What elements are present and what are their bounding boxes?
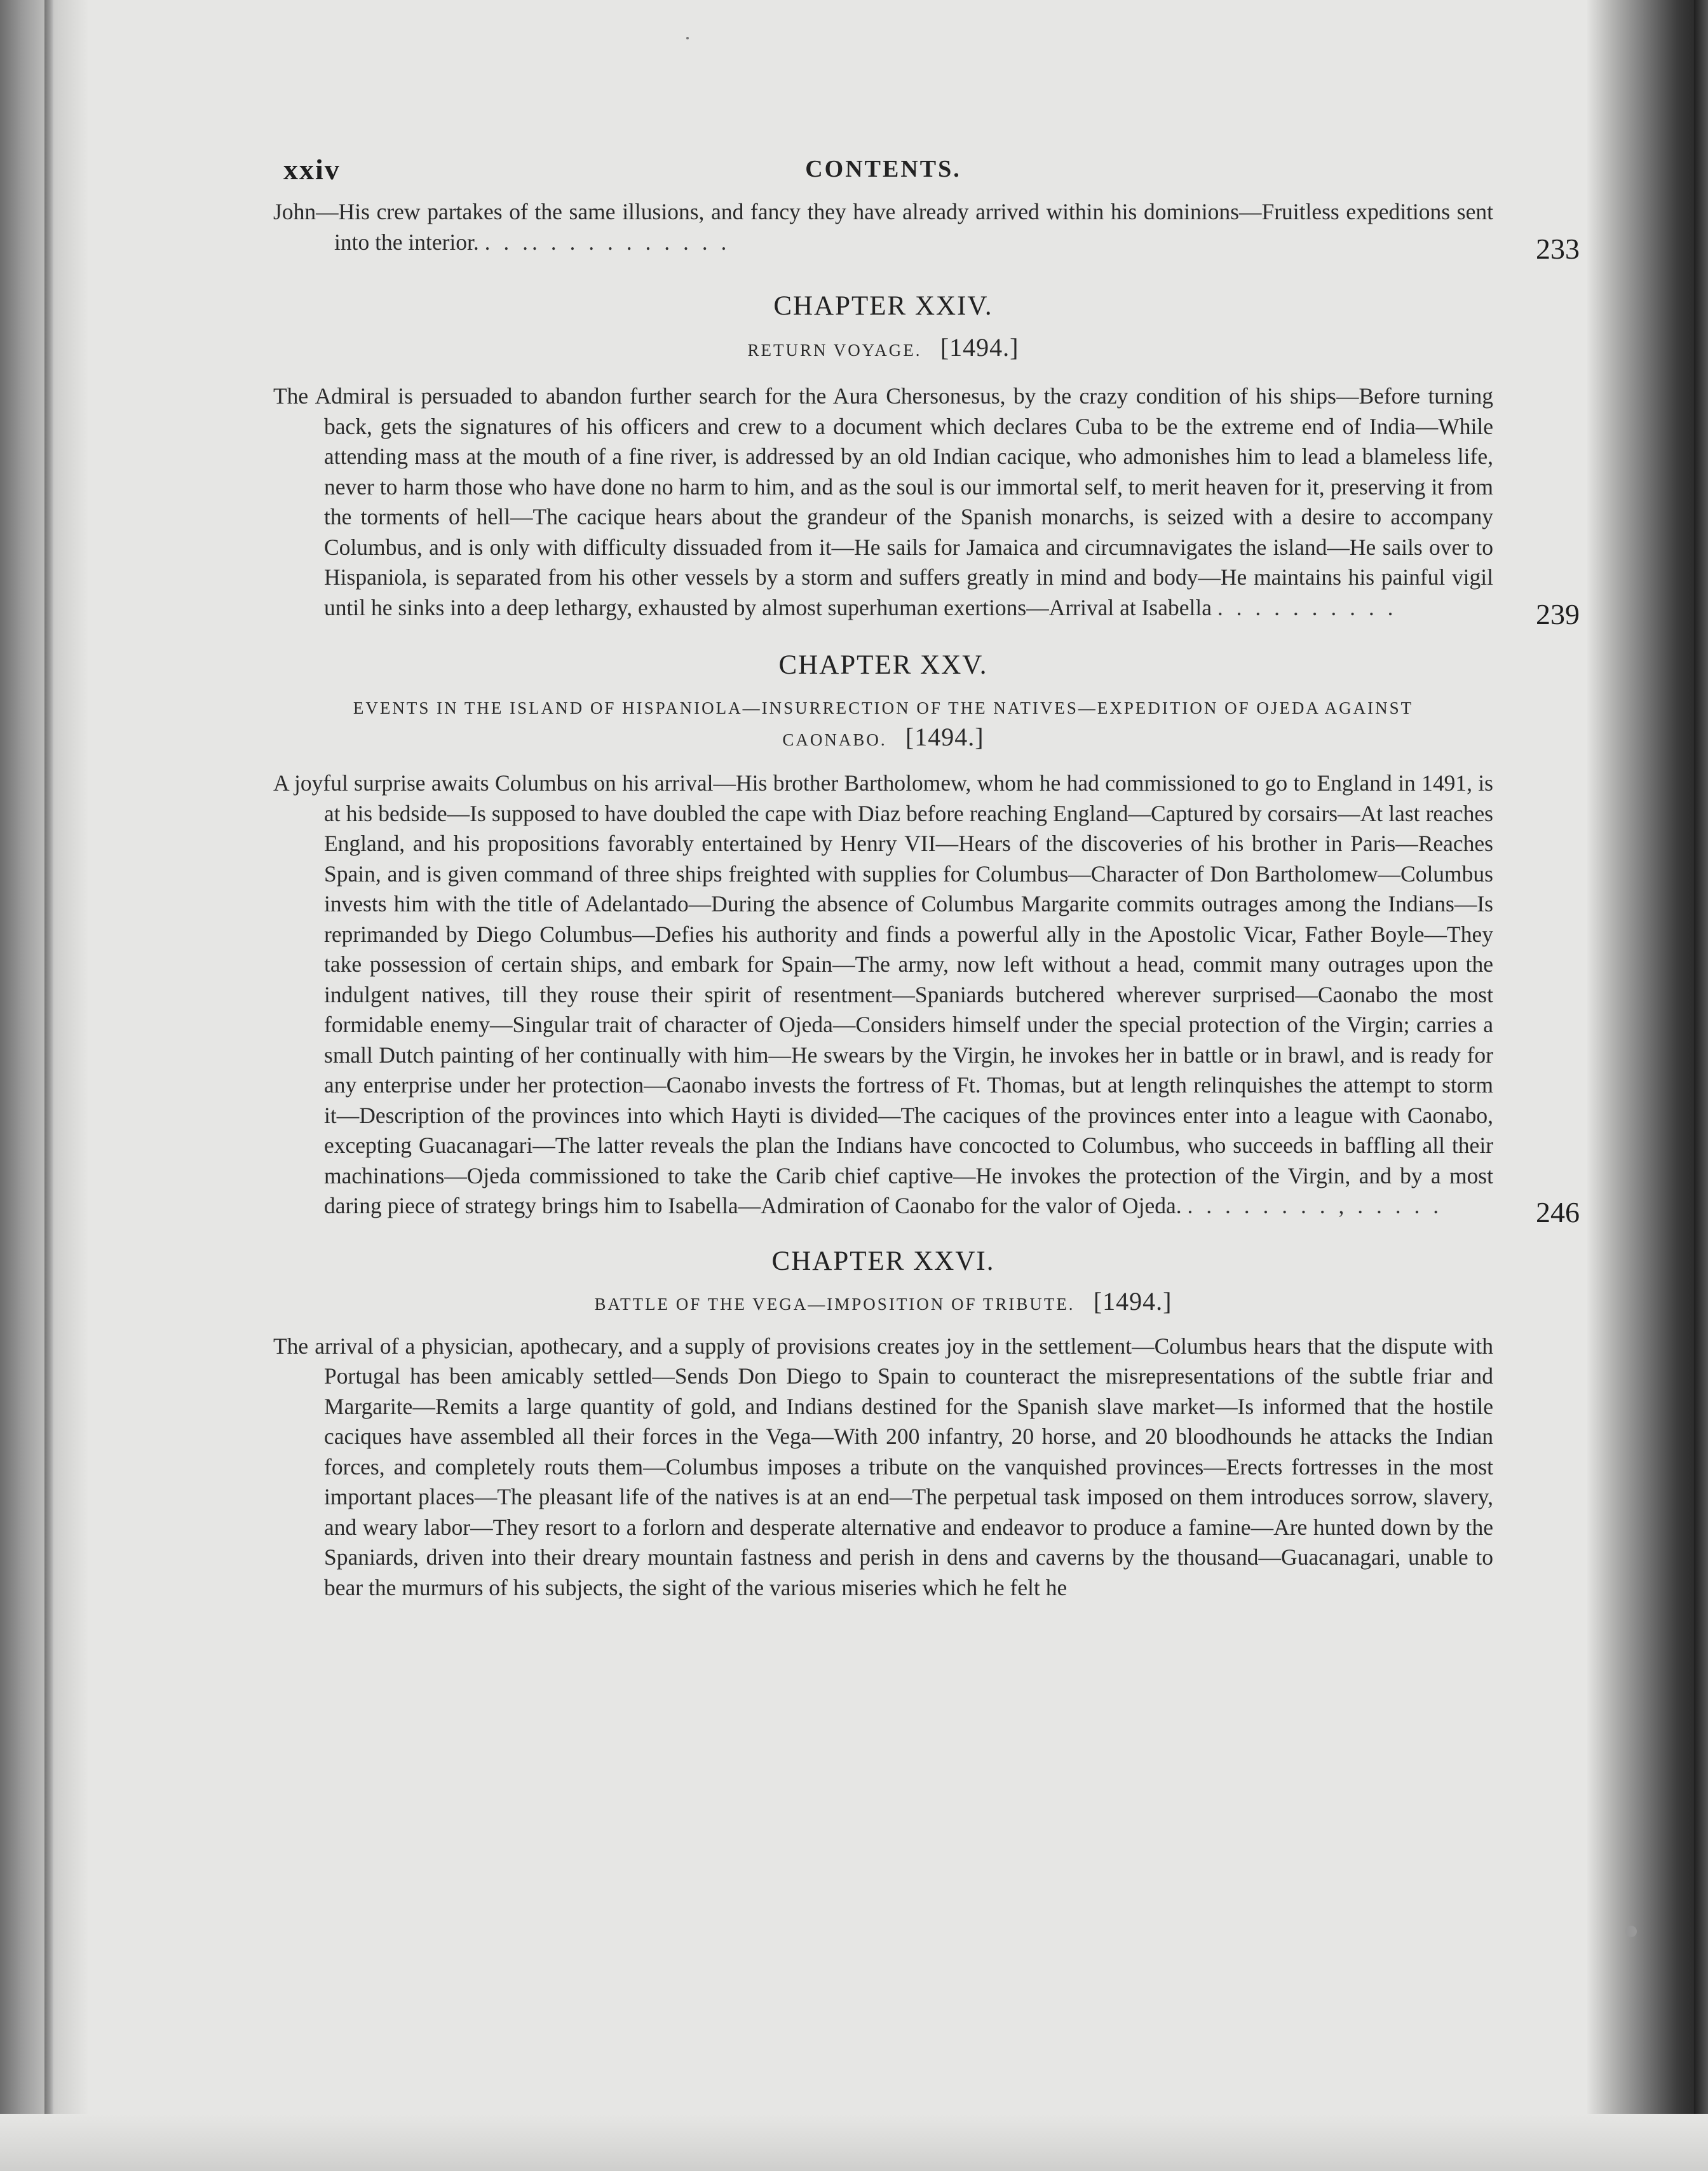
page-right-shadow	[1587, 0, 1708, 2171]
summary-text: A joyful surprise awaits Columbus on his arrival—His brother Bartholomew, whom he had commissioned to go to England in 1491, is at his bedside—Is supposed to have doubled the cape with Diaz before reaching England—Captured by corsairs—At last reaches England, and his propositions favorably entertained by Henry VII—Hears of the discoveries of his brother in Paris—Reaches Spain, and is given command of three ships freighted with supplies for Columbus—Character of Don Bartholomew—Columbus invests him with the title of Adelantado—During the absence of Columbus Margarite commits outrages among the Indians—Is reprimanded by Diego Columbus—Defies his authority and finds a powerful ally in the Apostolic Vicar, Father Boyle—They take possession of certain ships, and embark for Spain—The army, now left without a head, commit many outrages upon the indulgent natives, till they rouse their spirit of resentment—Spaniards butchered wherever surprised—Caonabo the most formidable enemy—Singular trait of character of Ojeda—Considers himself under the special protection of the Virgin; carries a small Dutch painting of her continually with him—He swears by the Virgin, he invokes her in battle or in brawl, and is ready for any enterprise under her protection—Caonabo invests the fortress of Ft. Thomas, but at length relinquishes the attempt to storm it—Description of the provinces into which Hayti is divided—The caciques of the provinces enter into a league with Caonabo, excepting Guacanagari—The latter reveals the plan the Indians have concocted to Columbus, who succeeds in baffling all their machinations—Ojeda commissioned to take the Carib chief captive—He invokes the protection of the Virgin, and by a most daring piece of strategy brings him to Isabella—Admiration of Caonabo for the valor of Ojeda.	[273, 770, 1493, 1218]
dot-leaders: . . .. . . . . . . . . . .	[484, 229, 731, 255]
chapter-date: [1494.]	[940, 333, 1019, 362]
chapter-subtitle-text: EVENTS IN THE ISLAND OF HISPANIOLA—INSURRECTION OF THE NATIVES—EXPEDITION OF OJEDA AGAINST CAONABO.	[353, 698, 1414, 749]
chapter-summary	[273, 1331, 1493, 1603]
dot-leaders: . . . . . . . . . .	[1217, 594, 1397, 620]
entry-page-number: 246	[1536, 1196, 1580, 1228]
chapter-subtitle-text: RETURN VOYAGE.	[747, 341, 922, 360]
entry-text: John—His crew partakes of the same illusions, and fancy they have already arrived within his dominions—Fruitless expeditions sent into the interior.	[273, 199, 1493, 255]
chapter-subtitle-text: BATTLE OF THE VEGA—IMPOSITION OF TRIBUTE.	[594, 1294, 1075, 1314]
entry-page-number: 233	[1536, 232, 1580, 265]
chapter-summary	[273, 381, 1580, 630]
chapter-date: [1494.]	[1093, 1286, 1172, 1316]
summary-text: The Admiral is persuaded to abandon further search for the Aura Chersonesus, by the crazy condition of his ships—Before turning back, gets the signatures of his officers and crew to a document which declares Cuba to be the extreme end of India—While attending mass at the mouth of a fine river, is addressed by an old Indian cacique, who admonishes him to lead a blameless life, never to harm those who have done no harm to him, and as the soul is our immortal self, to merit heaven for it, preserving it from the torments of hell—The cacique hears about the grandeur of the Spanish monarchs, is seized with a desire to accompany Columbus, and is only with difficulty dissuaded from it—He sails for Jamaica and circumnavigates the island—He sails over to Hispaniola, is separated from his other vessels by a storm and suffers greatly in mind and body—He maintains his painful vigil until he sinks into a deep lethargy, exhausted by almost superhuman exertions—Arrival at Isabella	[273, 383, 1493, 620]
entry-page-number: 239	[1536, 597, 1580, 630]
chapter-heading: CHAPTER XXIV.	[773, 291, 993, 321]
running-title: CONTENTS.	[805, 156, 961, 182]
running-head	[273, 153, 1493, 197]
chapter-heading: CHAPTER XXV.	[778, 650, 988, 680]
contents-page	[273, 153, 1580, 1603]
page-right-edge	[1694, 0, 1708, 2171]
chapter-heading: CHAPTER XXVI.	[771, 1246, 995, 1276]
scan-speck	[1625, 1926, 1637, 1937]
chapter-date: [1494.]	[905, 723, 984, 751]
page-left-fold	[44, 0, 53, 2171]
chapter-subtitle	[273, 333, 1493, 365]
chapter-subtitle	[273, 693, 1493, 754]
chapter-subtitle	[273, 1287, 1493, 1319]
dot-leaders: . . . . . . . . , . . . . .	[1187, 1193, 1443, 1218]
summary-text: The arrival of a physician, apothecary, and a supply of provisions creates joy in the settlement—Columbus hears that the dispute with Portugal has been amicably settled—Sends Don Diego to Spain to counteract the misrepresentations of the subtle friar and Margarite—Remits a large quantity of gold, and Indians destined for the Spanish slave market—Is informed that the hostile caciques have assembled all their forces in the Vega—With 200 infantry, 20 horse, and 20 bloodhounds he attacks the Indian forces, and completely routs them—Columbus imposes a tribute on the vanquished provinces—Erects fortresses in the most important places—The pleasant life of the natives is at an end—The perpetual task imposed on them introduces sorrow, slavery, and weary labor—They resort to a forlorn and desperate alternative and endeavor to produce a famine—Are hunted down by the Spaniards, driven into their dreary mountain fastness and perish in dens and caverns by the thousand—Guacanagari, unable to bear the murmurs of his subjects, the sight of the various miseries which he felt he	[273, 1333, 1493, 1600]
continued-entry	[273, 197, 1580, 265]
page-folio: xxiv	[283, 153, 341, 186]
page-bottom-strip	[0, 2114, 1708, 2171]
scan-speck	[686, 37, 689, 39]
chapter-summary	[273, 768, 1580, 1228]
